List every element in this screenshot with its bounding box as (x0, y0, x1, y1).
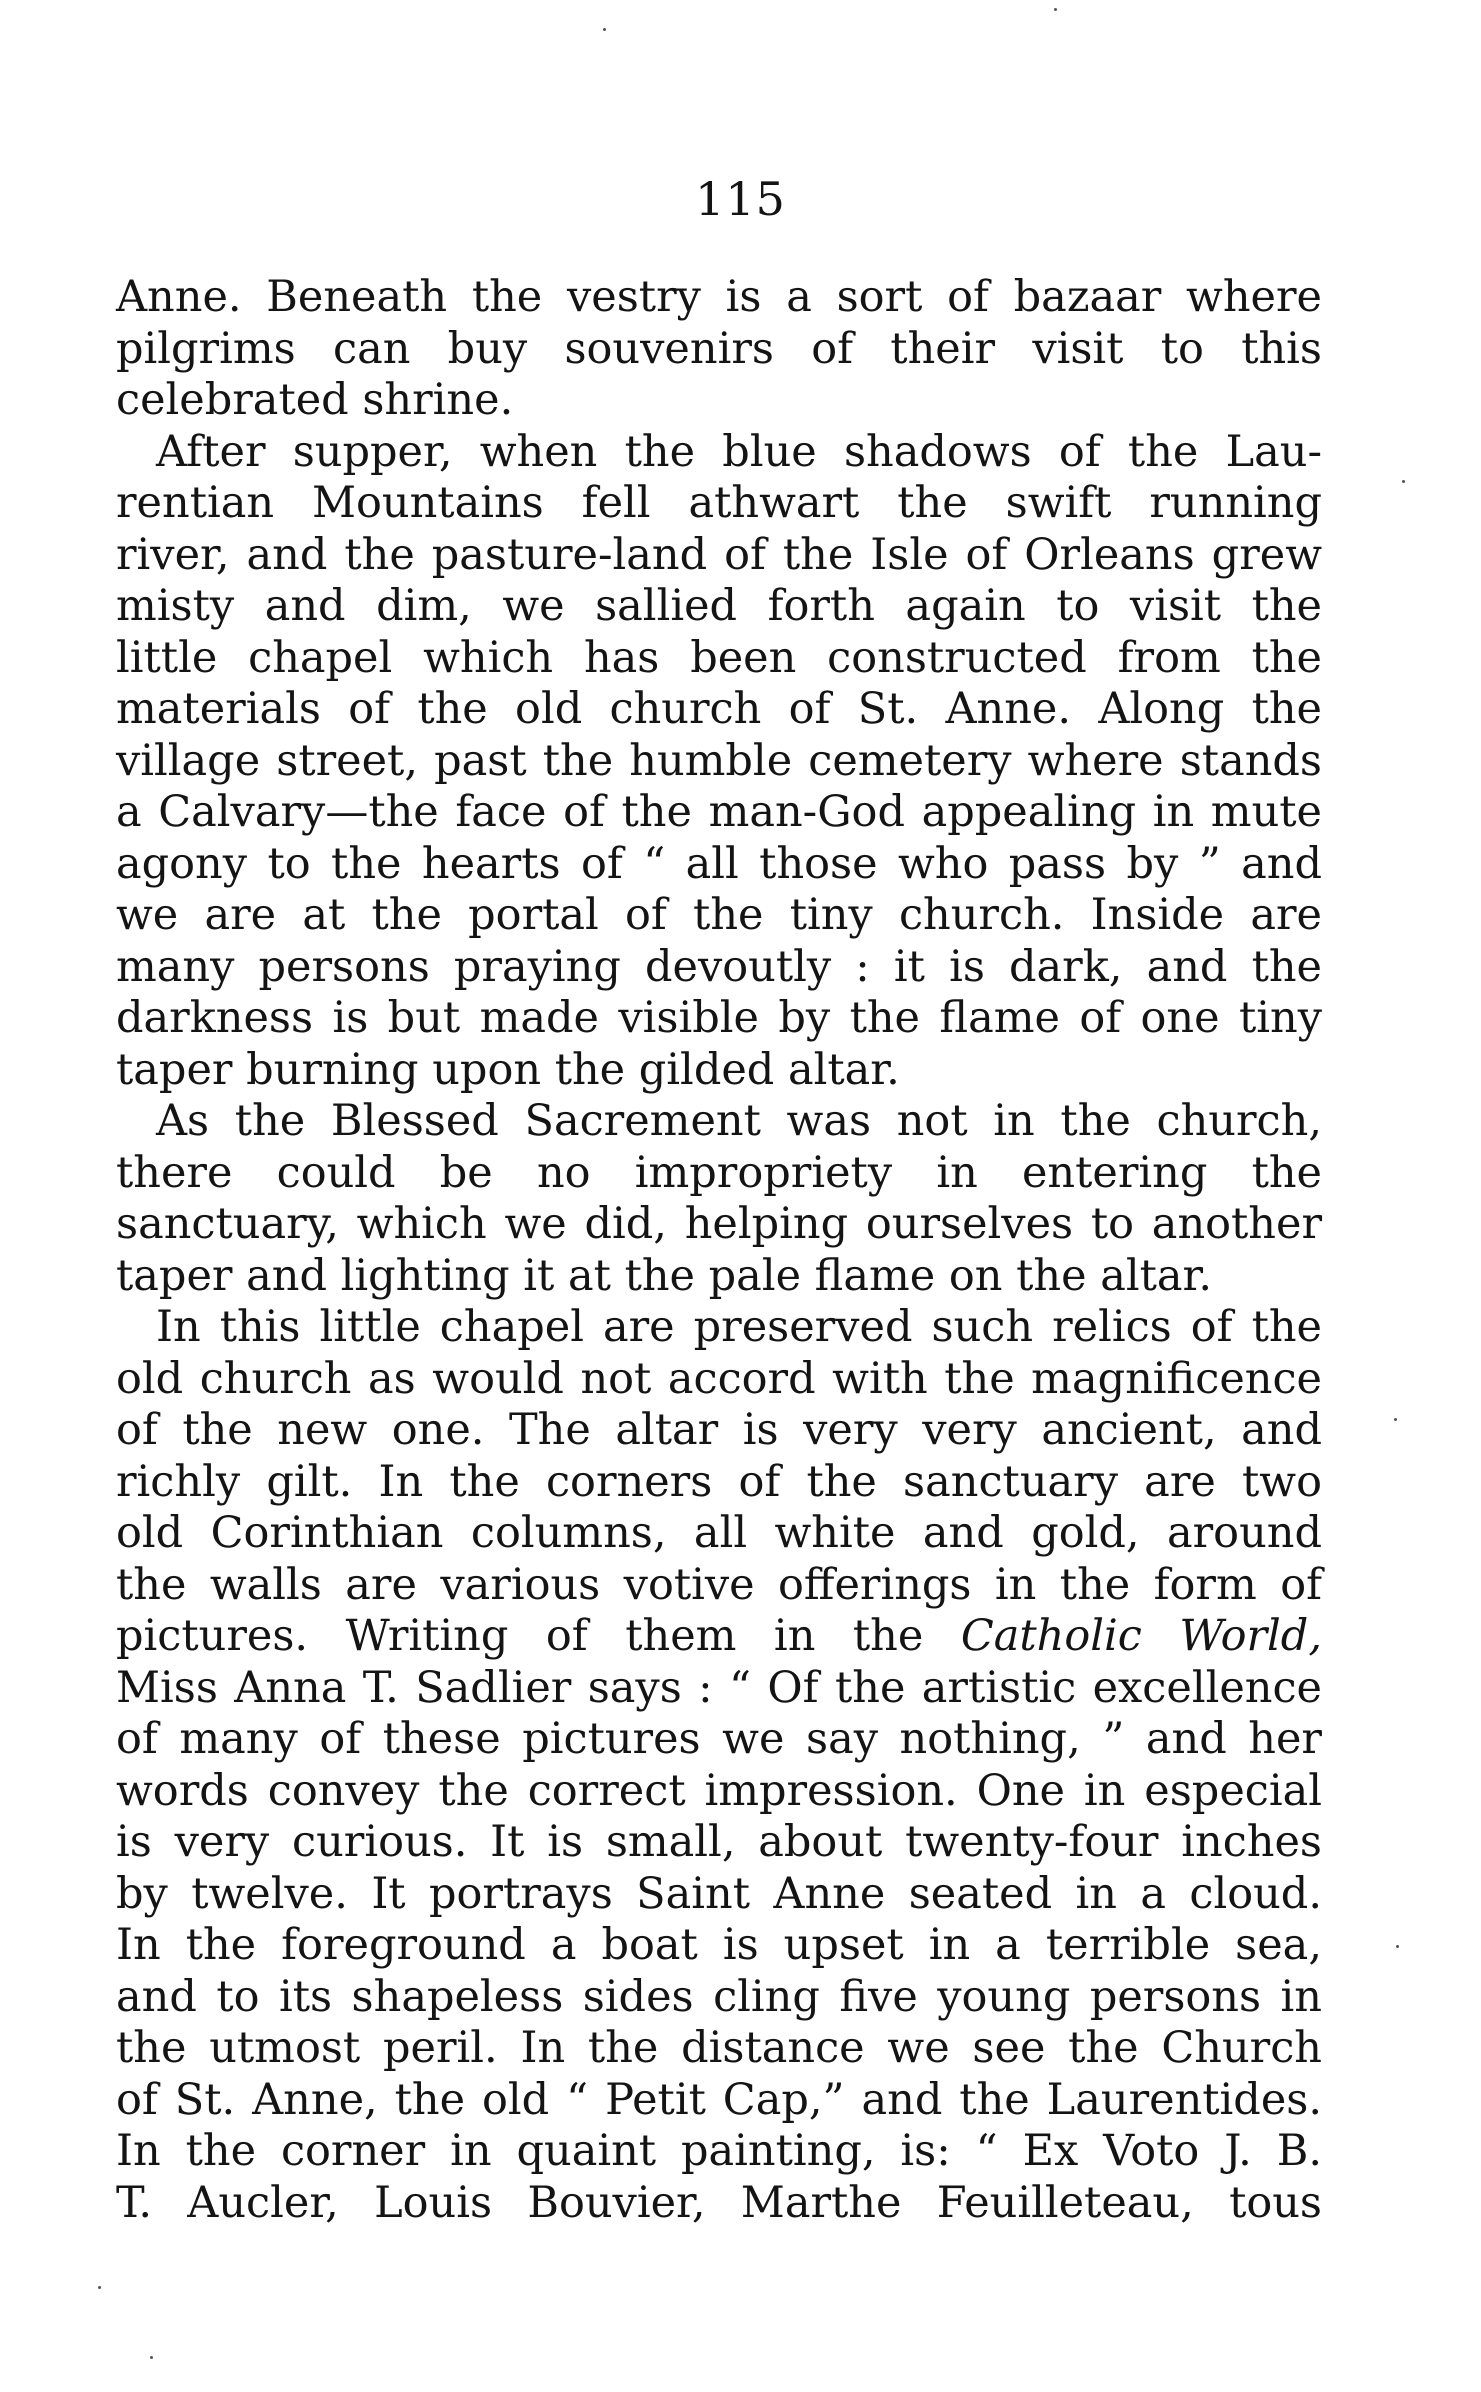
text-line-23: of the new one. The altar is very very ancient, and (116, 1405, 1322, 1455)
text-line-21: In this little chapel are preserved such relics of the (156, 1302, 1322, 1352)
text-line-37: In the corner in quaint painting, is: “ Ex Voto J. B. (116, 2126, 1322, 2176)
text-line-20: taper and lighting it at the pale flame on the altar. (116, 1250, 1213, 1301)
page-number: 115 (695, 172, 786, 226)
text-line-2: pilgrims can buy souvenirs of their visit to this (116, 323, 1322, 374)
text-line-35: the utmost peril. In the distance we see the Church (116, 2023, 1322, 2073)
text-line-5: rentian Mountains fell athwart the swift running (116, 478, 1322, 528)
text-line-1: Anne. Beneath the vestry is a sort of bazaar where (116, 272, 1322, 322)
text-line-9: materials of the old church of St. Anne. Along the (116, 684, 1322, 734)
text-line-14: many persons praying devoutly : it is dark, and the (116, 941, 1322, 992)
scan-speck (1396, 1945, 1399, 1948)
scan-speck (603, 28, 606, 31)
scan-speck (1394, 1418, 1397, 1421)
text-line-26: the walls are various votive offerings in the form of (116, 1559, 1322, 1610)
scan-speck (1054, 8, 1057, 11)
text-line-6: river, and the pasture-land of the Isle of Orleans grew (116, 529, 1322, 580)
text-line-30: words convey the correct impression. One in especial (116, 1765, 1322, 1816)
text-line-15: darkness is but made visible by the flame of one tiny (116, 993, 1322, 1043)
text-line-25: old Corinthian columns, all white and gold, around (116, 1508, 1322, 1558)
body-text (116, 272, 1322, 2229)
text-line-13: we are at the portal of the tiny church. Inside are (116, 890, 1322, 940)
text-line-12: agony to the hearts of “ all those who pass by ” and (116, 838, 1322, 889)
scan-speck (98, 2286, 101, 2289)
text-line-3: celebrated shrine. (116, 375, 514, 425)
text-line-17: As the Blessed Sacrement was not in the church, (156, 1096, 1322, 1146)
text-line-28: Miss Anna T. Sadlier says : “ Of the artistic excellence (116, 1662, 1322, 1713)
text-line-16: taper burning upon the gilded altar. (116, 1044, 900, 1095)
text-line-8: little chapel which has been constructed from the (116, 632, 1322, 683)
text-line-27 (116, 1611, 1322, 1663)
text-line-29: of many of these pictures we say nothing, ” and her (116, 1714, 1322, 1764)
text-line-36: of St. Anne, the old “ Petit Cap,” and the Laurentides. (116, 2074, 1322, 2125)
scan-speck (1402, 480, 1405, 483)
text-line-34: and to its shapeless sides cling five young persons in (116, 1971, 1322, 2022)
text-line-11: a Calvary—the face of the man-God appealing in mute (116, 787, 1322, 837)
text-line-22: old church as would not accord with the magnificence (116, 1353, 1322, 1404)
text-line-33: In the foreground a boat is upset in a terrible sea, (116, 1920, 1322, 1970)
text-line-19: sanctuary, which we did, helping ourselves to another (116, 1199, 1322, 1249)
italic-title: Catholic World, (960, 1611, 1322, 1661)
text-line-27-roman: pictures. Writing of them in the (116, 1611, 924, 1661)
text-line-32: by twelve. It portrays Saint Anne seated in a cloud. (116, 1868, 1322, 1919)
text-line-7: misty and dim, we sallied forth again to visit the (116, 581, 1322, 631)
scan-speck (150, 2356, 153, 2359)
text-line-18: there could be no impropriety in entering the (116, 1147, 1322, 1198)
text-line-31: is very curious. It is small, about twenty-four inches (116, 1817, 1322, 1867)
text-line-10: village street, past the humble cemetery where stands (116, 735, 1322, 786)
text-line-4: After supper, when the blue shadows of the Lau- (156, 426, 1322, 477)
text-line-38: T. Aucler, Louis Bouvier, Marthe Feuilleteau, tous (116, 2177, 1322, 2228)
text-line-24: richly gilt. In the corners of the sanctuary are two (116, 1456, 1322, 1507)
